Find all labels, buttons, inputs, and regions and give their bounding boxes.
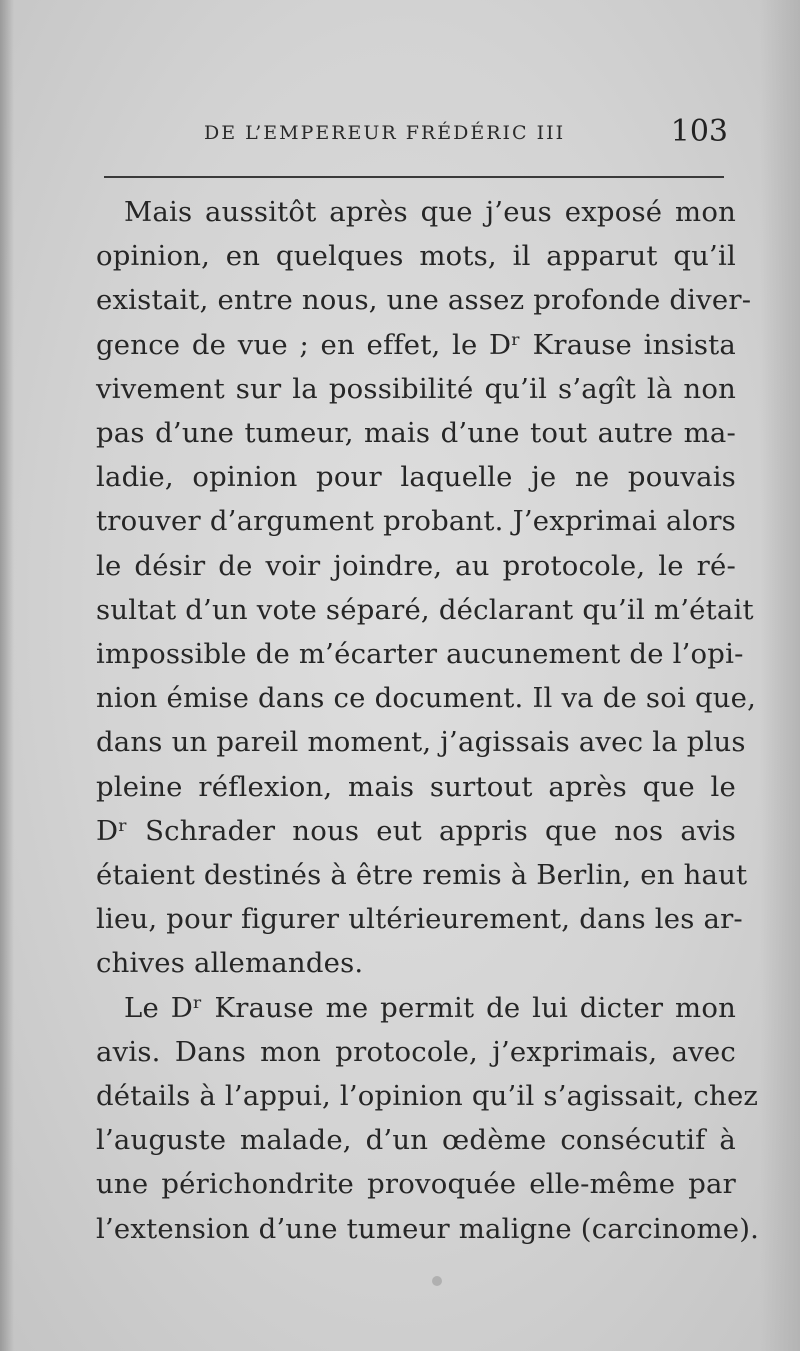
text-line: opinion, en quelques mots, il apparut qu’il: [96, 240, 736, 273]
page-number: 103: [670, 114, 728, 149]
text-line: Le Dʳ Krause me permit de lui dicter mon: [124, 991, 736, 1024]
paragraph: [96, 190, 757, 986]
page-header: [100, 112, 730, 162]
text-line: impossible de m’écarter aucunement de l’opi-: [96, 638, 744, 671]
paragraph: [96, 986, 760, 1251]
page-edge-left: [0, 0, 14, 1351]
text-line: gence de vue ; en effet, le Dʳ Krause insista: [96, 328, 736, 361]
body-text: [96, 190, 760, 1251]
text-line: l’auguste malade, d’un œdème consécutif à: [96, 1124, 736, 1157]
text-line: sultat d’un vote séparé, déclarant qu’il m’était: [96, 593, 754, 626]
text-line: dans un pareil moment, j’agissais avec la plus: [96, 726, 746, 759]
paper-speck: [432, 1276, 442, 1286]
text-line: Dʳ Schrader nous eut appris que nos avis: [96, 814, 736, 847]
running-head: DE L’EMPEREUR FRÉDÉRIC III: [204, 122, 566, 144]
text-line: le désir de voir joindre, au protocole, le ré-: [96, 549, 736, 582]
text-line: pas d’une tumeur, mais d’une tout autre ma-: [96, 417, 736, 450]
text-line: existait, entre nous, une assez profonde diver-: [96, 284, 752, 317]
text-line: pleine réflexion, mais surtout après que le: [96, 770, 736, 803]
page-edge-right: [760, 0, 800, 1351]
text-line: nion émise dans ce document. Il va de soi que,: [96, 682, 757, 715]
text-line: vivement sur la possibilité qu’il s’agît là non: [96, 372, 736, 405]
text-line: l’extension d’une tumeur maligne (carcinome).: [96, 1212, 760, 1245]
text-line: trouver d’argument probant. J’exprimai alors: [96, 505, 736, 538]
text-line: Mais aussitôt après que j’eus exposé mon: [124, 196, 736, 228]
text-line: lieu, pour figurer ultérieurement, dans les ar-: [96, 903, 743, 936]
text-line: une périchondrite provoquée elle-même par: [96, 1168, 736, 1201]
text-line: chives allemandes.: [96, 947, 364, 980]
text-line: étaient destinés à être remis à Berlin, en haut: [96, 859, 748, 892]
text-line: avis. Dans mon protocole, j’exprimais, avec: [96, 1035, 736, 1068]
header-rule: [104, 176, 724, 178]
text-line: détails à l’appui, l’opinion qu’il s’agissait, chez: [96, 1080, 759, 1113]
text-line: ladie, opinion pour laquelle je ne pouvais: [96, 461, 736, 494]
